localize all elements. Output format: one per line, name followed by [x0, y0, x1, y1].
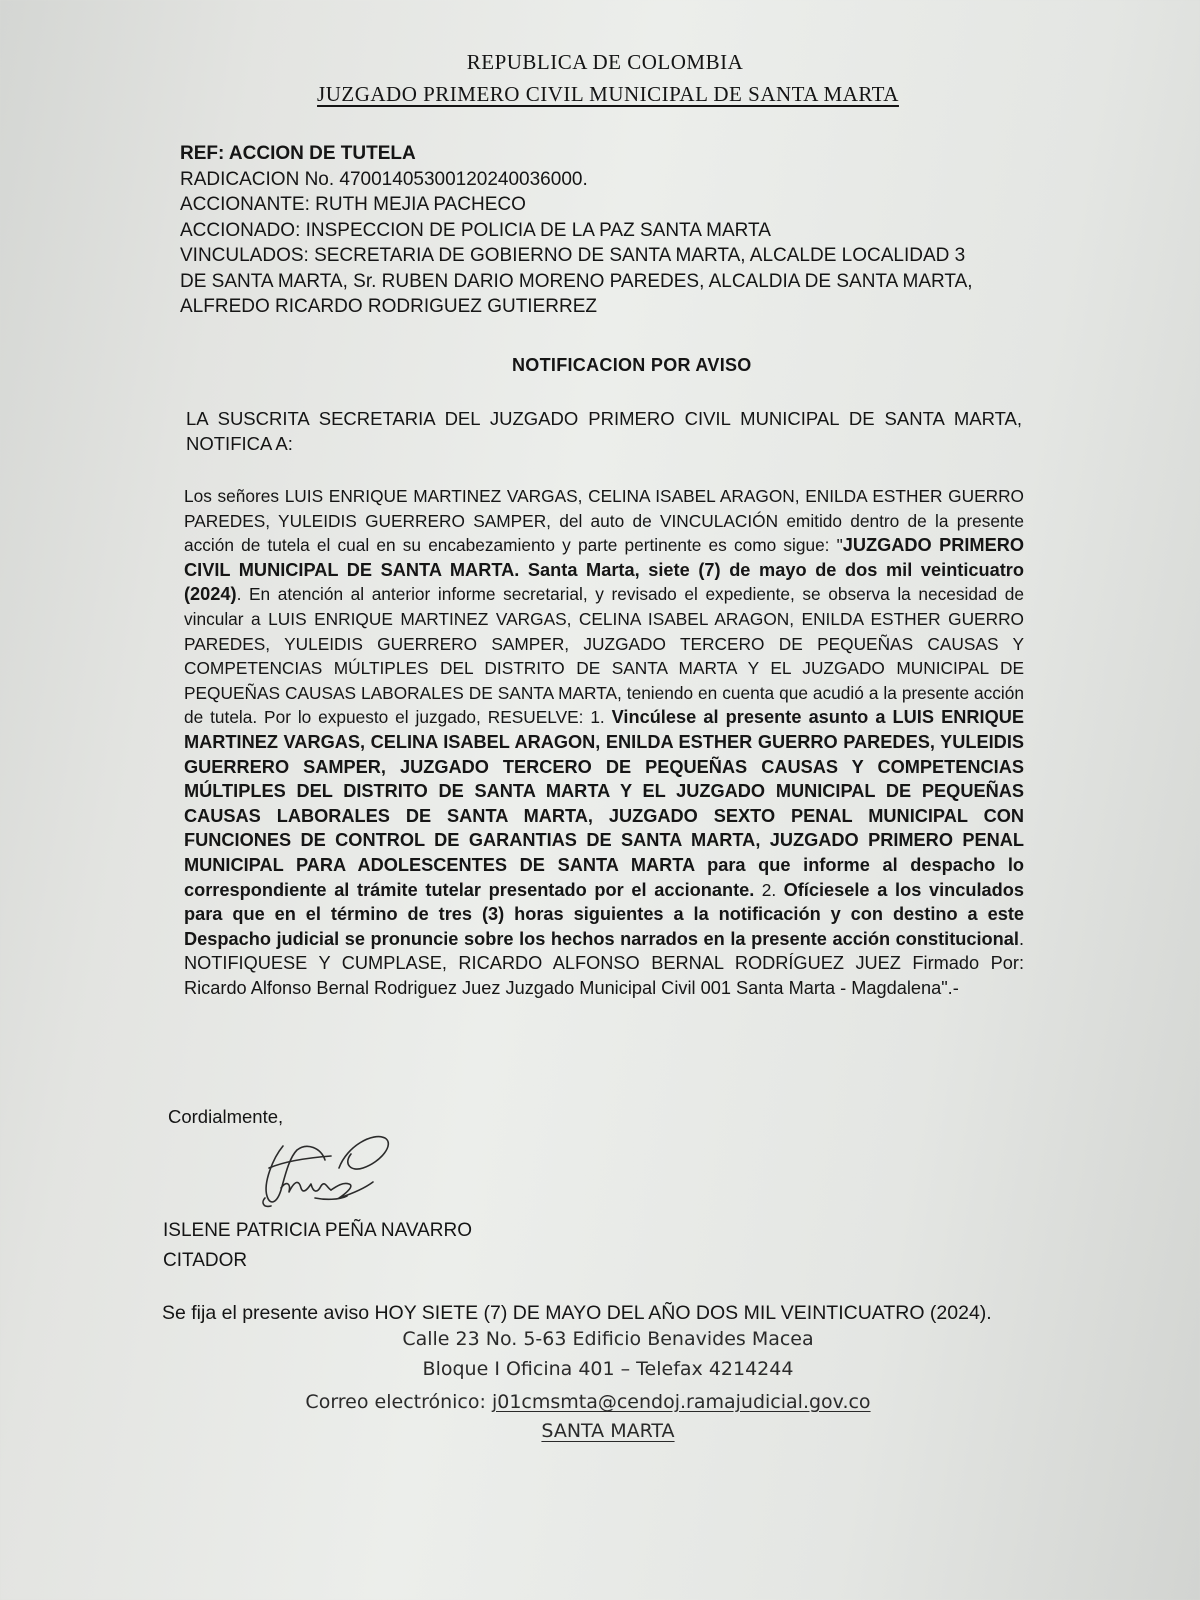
signer-block — [163, 1216, 472, 1276]
closing: Cordialmente, — [168, 1106, 284, 1127]
city-name: SANTA MARTA — [541, 1420, 675, 1442]
body-text-4: . NOTIFIQUESE Y CUMPLASE, RICARDO ALFONSO BERNAL RODRÍGUEZ JUEZ Firmado Por: Ricardo Alfonso Bernal Rodriguez Juez Juzgado Municipal Civil 001 Santa Marta - Magdalena".- — [184, 928, 1024, 998]
vinculados-line-1: VINCULADOS: SECRETARIA DE GOBIERNO DE SANTA MARTA, ALCALDE LOCALIDAD 3 — [180, 245, 966, 266]
body-text-2: . En atención al anterior informe secretarial, y revisado el expediente, se observa la necesidad de vincular a LUIS ENRIQUE MARTINEZ VARGAS, CELINA ISABEL ARAGON, ENILDA ESTHER GUERRO PAREDES, YULEIDIS GUERRERO SAMPER, JUZGADO TERCERO DE PEQUEÑAS CAUSAS Y COMPETENCIAS MÚLTIPLES DEL DISTRITO DE SANTA MARTA Y EL JUZGADO MUNICIPAL DE PEQUEÑAS CAUSAS LABORALES DE SANTA MARTA, teniendo en cuenta que acudió a la presente acción de tutela. Por lo expuesto el juzgado, RESUELVE: 1. — [184, 584, 1024, 728]
court-heading — [8, 82, 1200, 107]
intro-paragraph: LA SUSCRITA SECRETARIA DEL JUZGADO PRIMERO CIVIL MUNICIPAL DE SANTA MARTA, NOTIFICA A: — [186, 408, 1022, 454]
body-bold-1: JUZGADO PRIMERO CIVIL MUNICIPAL DE SANTA MARTA. Santa Marta, siete (7) de mayo de dos mil veinticuatro (2024) — [184, 535, 1024, 605]
email-link[interactable]: j01cmsmta@cendoj.ramajudicial.gov.co — [491, 1391, 871, 1413]
email-line — [0, 1391, 1188, 1413]
address-line-2: Bloque I Oficina 401 – Telefax 4214244 — [422, 1358, 794, 1380]
email-label: Correo electrónico: — [305, 1391, 492, 1413]
vinculados-line-3: ALFREDO RICARDO RODRIGUEZ GUTIERREZ — [180, 296, 597, 317]
radicacion-line: RADICACION No. 47001405300120240036000. — [180, 168, 588, 190]
accionante-line: ACCIONANTE: RUTH MEJIA PACHECO — [180, 194, 526, 215]
country-heading: REPUBLICA DE COLOMBIA — [466, 50, 744, 74]
body-bold-3: Ofíciesele a los vinculados para que en el término de tres (3) horas siguientes a la notificación y con destino a este Despacho judicial se pronuncie sobre los hechos narrados en la presente acción constitucional — [184, 879, 1024, 949]
notice-body — [184, 484, 1024, 1000]
posting-statement: Se fija el presente aviso HOY SIETE (7) DE MAYO DEL AÑO DOS MIL VEINTICUATRO (2024). — [162, 1302, 992, 1324]
body-text-3: 2. — [754, 879, 784, 900]
reference-block — [180, 141, 1040, 320]
signer-role: CITADOR — [163, 1250, 248, 1271]
accionado-line: ACCIONADO: INSPECCION DE POLICIA DE LA PAZ SANTA MARTA — [180, 219, 771, 241]
address-line-1: Calle 23 No. 5-63 Edificio Benavides Macea — [402, 1328, 814, 1350]
handwritten-signature — [255, 1128, 405, 1228]
court-heading-text: JUZGADO PRIMERO CIVIL MUNICIPAL DE SANTA MARTA — [317, 82, 899, 106]
reference-title: REF: ACCION DE TUTELA — [180, 143, 416, 164]
vinculados-line-2: DE SANTA MARTA, Sr. RUBEN DARIO MORENO PAREDES, ALCALDIA DE SANTA MARTA, — [180, 270, 973, 292]
body-bold-2: Vincúlese al presente asunto a LUIS ENRIQUE MARTINEZ VARGAS, CELINA ISABEL ARAGON, ENILDA ESTHER GUERRO PAREDES, YULEIDIS GUERRERO SAMPER, JUZGADO TERCERO DE PEQUEÑAS CAUSAS Y COMPETENCIAS MÚLTIPLES DEL DISTRITO DE SANTA MARTA Y EL JUZGADO MUNICIPAL DE PEQUEÑAS CAUSAS LABORALES DE SANTA MARTA, JUZGADO SEXTO PENAL MUNICIPAL CON FUNCIONES DE CONTROL DE GARANTIAS DE SANTA MARTA, JUZGADO PRIMERO PENAL MUNICIPAL PARA ADOLESCENTES DE SANTA MARTA para que informe al despacho lo correspondiente al trámite tutelar presentado por el accionante. — [184, 707, 1024, 900]
signer-name: ISLENE PATRICIA PEÑA NAVARRO — [163, 1220, 473, 1241]
notice-title: NOTIFICACION POR AVISO — [512, 355, 752, 375]
body-text-1: Los señores LUIS ENRIQUE MARTINEZ VARGAS, CELINA ISABEL ARAGON, ENILDA ESTHER GUERRO PAREDES, YULEIDIS GUERRERO SAMPER, del auto de VINCULACIÓN emitido dentro de la presente acción de tutela el cual en su encabezamiento y parte pertinente es como sigue: " — [184, 486, 1024, 556]
city-line — [8, 1420, 1200, 1442]
